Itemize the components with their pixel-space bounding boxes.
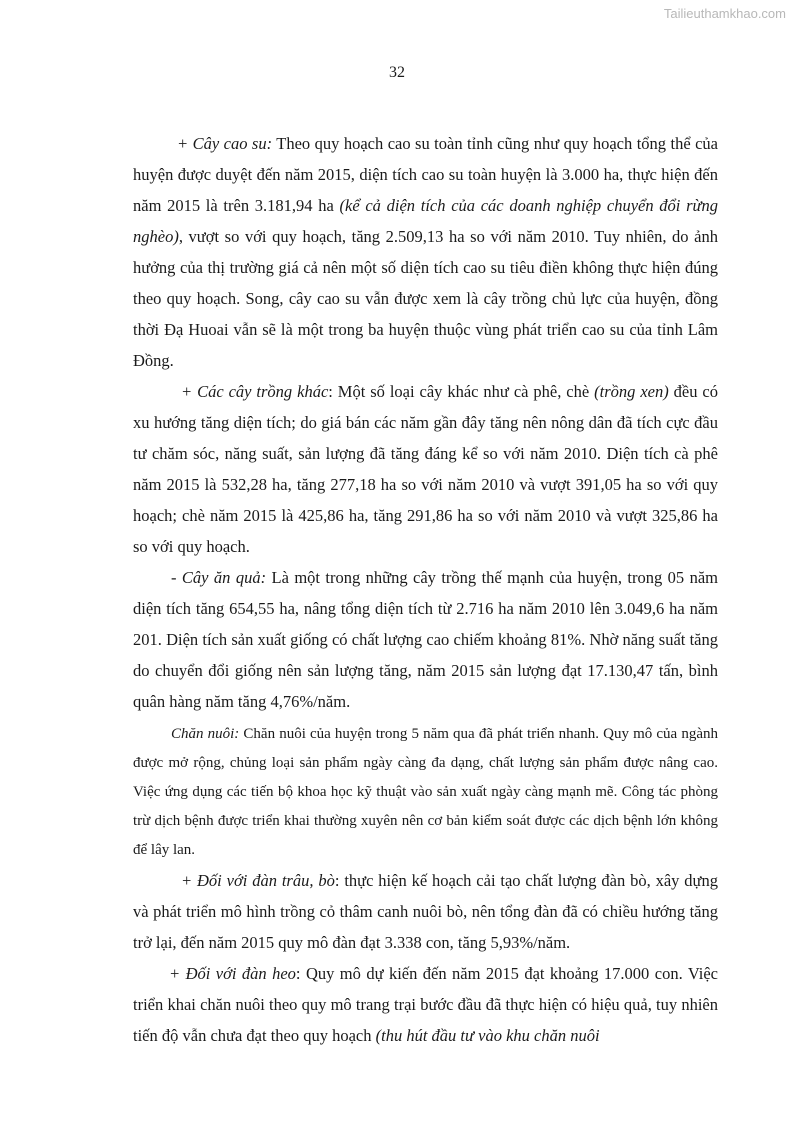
rubber-italic-note: (kể cả diện tích của các doanh nghiệp chuyển đổi rừng nghèo) bbox=[133, 196, 719, 246]
watermark: Tailieuthamkhao.com bbox=[663, 6, 786, 21]
pigs-text: : Quy mô dự kiến đến năm 2015 đạt khoảng 17.000 con. Việc triển khai chăn nuôi theo quy mô trang trại bước đầu đã thực hiện có hiệu quả, tuy nhiên tiến độ vẫn chưa đạt theo quy hoạch bbox=[133, 964, 718, 1045]
paragraph-buffalo-cattle bbox=[133, 865, 718, 958]
paragraph-pigs bbox=[133, 958, 718, 1051]
paragraph-rubber-trees bbox=[133, 128, 718, 376]
paragraph-livestock bbox=[133, 720, 718, 865]
other-crops-text-part2: đều có xu hướng tăng diện tích; do giá bán các năm gần đây tăng nên nông dân đã tích cực đầu tư chăm sóc, năng suất, sản lượng đã tăng đáng kể so với năm 2010. Diện tích cà phê năm 2015 là 532,28 ha, tăng 277,18 ha so với năm 2010 và vượt 391,05 ha so với quy hoạch; chè năm 2015 là 425,86 ha, tăng 291,86 ha so với năm 2010 và vượt 325,86 ha so với quy hoạch. bbox=[133, 382, 718, 556]
page-number: 32 bbox=[389, 64, 405, 81]
livestock-label: Chăn nuôi: bbox=[171, 726, 240, 742]
rubber-text-part2: , vượt so với quy hoạch, tăng 2.509,13 ha so với năm 2010. Tuy nhiên, do ảnh hưởng của thị trường giá cả nên một số diện tích cao su tiêu điền không thực hiện đúng theo quy hoạch. Song, cây cao su vẫn được xem là cây trồng chủ lực của huyện, đồng thời Đạ Huoai vẫn sẽ là một trong ba huyện thuộc vùng phát triển cao su của tỉnh Lâm Đồng. bbox=[133, 227, 718, 370]
rubber-text-part1: Theo quy hoạch cao su toàn tỉnh cũng như quy hoạch tổng thể của huyện được duyệt đến năm 2015, diện tích cao su toàn huyện là 3.000 ha, thực hiện đến năm 2015 là trên 3.181,94 ha bbox=[133, 134, 719, 215]
other-crops-italic-note: (trồng xen) bbox=[594, 382, 669, 401]
fruit-trees-label: - Cây ăn quả: bbox=[171, 568, 267, 587]
pigs-italic-note: (thu hút đầu tư vào khu chăn nuôi bbox=[375, 1026, 600, 1045]
pigs-label: + Đối với đàn heo bbox=[169, 964, 296, 983]
buffalo-cattle-text: : thực hiện kế hoạch cải tạo chất lượng đàn bò, xây dựng và phát triển mô hình trồng cỏ thâm canh nuôi bò, nên tổng đàn đã có chiều hướng tăng trở lại, đến năm 2015 quy mô đàn đạt 3.338 con, tăng 5,93%/năm. bbox=[133, 871, 718, 952]
livestock-text: Chăn nuôi của huyện trong 5 năm qua đã phát triển nhanh. Quy mô của ngành được mở rộng, chủng loại sản phẩm ngày càng đa dạng, chất lượng sản phẩm được nâng cao. Việc ứng dụng các tiến bộ khoa học kỹ thuật vào sản xuất ngày càng mạnh mẽ. Công tác phòng trừ dịch bệnh được triển khai thường xuyên nên cơ bản kiểm soát được các dịch bệnh lớn không để lây lan. bbox=[133, 726, 718, 858]
paragraph-fruit-trees bbox=[133, 562, 718, 717]
rubber-label: + Cây cao su: bbox=[177, 134, 273, 153]
buffalo-cattle-label: + Đối với đàn trâu, bò bbox=[181, 871, 335, 890]
other-crops-label: + Các cây trồng khác bbox=[181, 382, 329, 401]
document-body bbox=[133, 128, 718, 1051]
other-crops-text-part1: : Một số loại cây khác như cà phê, chè bbox=[328, 382, 595, 401]
fruit-trees-text: Là một trong những cây trồng thế mạnh của huyện, trong 05 năm diện tích tăng 654,55 ha, nâng tổng diện tích từ 2.716 ha năm 2010 lên 3.049,6 ha năm 201. Diện tích sản xuất giống có chất lượng cao chiếm khoảng 81%. Nhờ năng suất tăng do chuyển đổi giống nên sản lượng tăng, năm 2015 sản lượng đạt 17.130,47 tấn, bình quân hàng năm tăng 4,76%/năm. bbox=[133, 568, 718, 711]
paragraph-other-crops bbox=[133, 376, 718, 562]
